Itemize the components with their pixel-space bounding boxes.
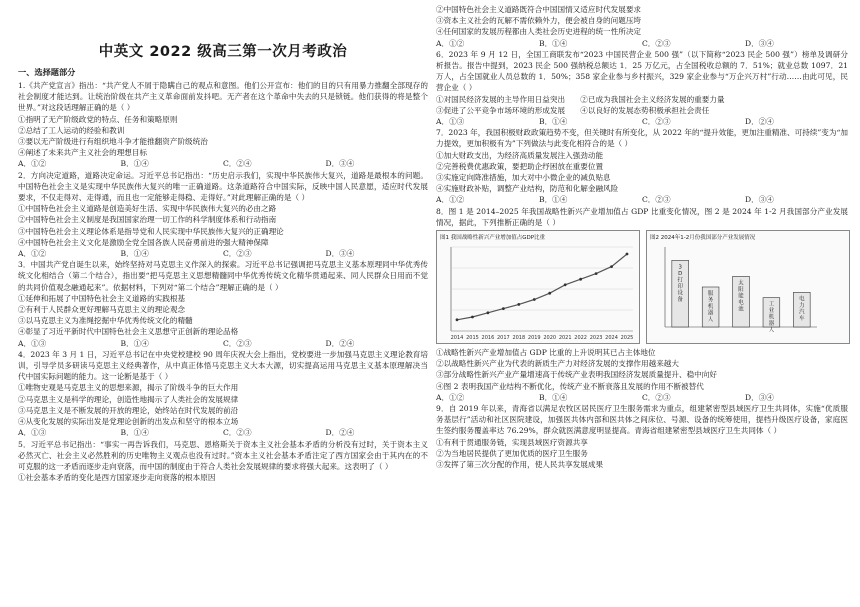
answer-choice: D．③④ bbox=[745, 392, 774, 402]
x-tick-label: 2015 bbox=[466, 335, 479, 342]
option-text: ④图 2 表明我国产业结构不断优化，传统产业不断衰落且发展的作用不断被替代 bbox=[436, 381, 704, 391]
answer-choice: A．①② bbox=[18, 159, 47, 169]
answer-choice: B．①④ bbox=[539, 392, 568, 402]
option-text: ③以马克思主义为准绳挖掘中华优秀传统文化的精髓 bbox=[18, 316, 193, 326]
x-tick-label: 2025 bbox=[620, 335, 634, 342]
option-text: ③部分战略性新兴产业产量增速高于传统产业表明我国经济发展质量提升、稳中向好 bbox=[436, 370, 717, 380]
figure-1 bbox=[436, 230, 640, 344]
bar-label: 车 bbox=[799, 315, 805, 322]
bar-label: 汽 bbox=[799, 309, 805, 316]
option-text: ①有利于贯通服务链，实现县域医疗资源共享 bbox=[436, 437, 588, 447]
answer-choice: A．①③ bbox=[436, 117, 465, 127]
section-heading: 一、选择题部分 bbox=[18, 67, 76, 77]
bar-label: 电 bbox=[799, 296, 805, 303]
answer-choice: A．①② bbox=[18, 249, 47, 259]
option-text: ④从变化发展的实际出发是党理论创新的出发点和坚守的根本立场 bbox=[18, 417, 239, 427]
bar-label: 3 bbox=[678, 264, 682, 271]
answer-choice: B．①④ bbox=[120, 338, 149, 348]
question-text: 3．中国共产党自诞生以来，始终坚持对马克思主义作深入的探索。习近平总书记强调把马克思主义基本原理同中华优秀传统文化相结合（第二个结合），指出要“把马克思主义思想精髓同中华优秀传统文化精华贯通起来、同人民群众日用而不觉的共同价值观念融通起来”。依据材料，下列对“第二个结合”理解正确的是（ ） bbox=[18, 260, 428, 292]
x-tick-label: 2024 bbox=[605, 335, 618, 342]
option-text: ③发挥了第三次分配的作用，使人民共享发展成果 bbox=[436, 460, 604, 470]
option-text: ④彰显了习近平新时代中国特色社会主义思想守正创新的理论品格 bbox=[18, 327, 239, 337]
x-tick-label: 2019 bbox=[527, 335, 541, 342]
option-text: ②马克思主义是科学的理论，创造性地揭示了人类社会的发展规律 bbox=[18, 394, 239, 404]
answer-choices bbox=[436, 194, 848, 205]
question-text: 6．2023 年 9 月 12 日，全国工商联发布“2023 中国民营企业 500 强”（以下简称“2023 民企 500 强”）榜单及调研分析报告。报告中提到，2023 民企 500 强纳税总额达 1．25 万亿元，占全国税收总额的 7．51%；就业总数 1097．21 万人，占全国就业人员总数的 1．50%；358 家企业参与乡村振兴，329 家企业参与“万企兴万村”行动……由此可见，民营企业（ ） bbox=[436, 49, 848, 93]
answer-choice: C．②③ bbox=[223, 338, 252, 348]
answer-choice: C．②④ bbox=[223, 159, 252, 169]
answer-choice: C．②③ bbox=[223, 428, 252, 438]
answer-choice: A．①② bbox=[436, 38, 465, 48]
answer-choice: B．①④ bbox=[539, 195, 568, 205]
answer-choice: B．①④ bbox=[120, 159, 149, 169]
answer-choice: A．①② bbox=[436, 392, 465, 402]
option-text: ③实施定向降准措施，加大对中小微企业的减负贴息 bbox=[436, 173, 611, 183]
option-text: ②中国特色社会主义制度是我国国家治理一切工作的科学制度体系和行动指南 bbox=[18, 215, 277, 225]
data-point bbox=[595, 272, 598, 275]
bar-label: 人 bbox=[707, 317, 714, 324]
option-text: ④实施财政补贴，调整产业结构，防范和化解金融风险 bbox=[436, 184, 619, 194]
answer-choice: C．②③ bbox=[642, 195, 671, 205]
bar-label: 器 bbox=[707, 310, 714, 317]
bar-label: 打 bbox=[677, 277, 683, 284]
data-point bbox=[548, 292, 551, 295]
bar-label: 池 bbox=[738, 306, 744, 313]
answer-choice: D．③④ bbox=[325, 249, 355, 259]
question-text: 7．2023 年，我国积极财政政策趋势不变，但关键时有所变化，从 2022 年的“提升效能，更加注重精准、可持续”变为“加力提效，更加积极有为”下列做法与此变化相符合的是（ ） bbox=[436, 128, 848, 149]
data-point bbox=[471, 316, 474, 319]
data-point bbox=[517, 303, 520, 306]
data-point bbox=[533, 298, 536, 301]
answer-choices bbox=[18, 427, 428, 438]
option-text: ①指明了无产阶级政党的特点、任务和策略原则 bbox=[18, 114, 178, 124]
right-column bbox=[436, 4, 848, 470]
x-tick-label: 2020 bbox=[543, 335, 557, 342]
figure-1-chart bbox=[437, 231, 639, 343]
answer-choice: B．①④ bbox=[539, 117, 568, 127]
bar-label: 备 bbox=[677, 296, 683, 303]
x-tick-label: 2022 bbox=[574, 335, 588, 342]
answer-choice: C．②③ bbox=[642, 38, 671, 48]
x-tick-label: 2016 bbox=[481, 335, 495, 342]
figure-2 bbox=[646, 230, 850, 344]
option-text: ④阐述了未来共产主义社会的理想目标 bbox=[18, 148, 148, 158]
question-text: 4．2023 年 3 月 1 日，习近平总书记在中央党校建校 90 周年庆祝大会上指出，党校要进一步加强马克思主义理论教育培训，引导学员多研读马克思主义经典著作，从中真正体悟马克思主义大本大源，切实提高运用马克思主义基本原理解决当代中国实际问题的能力。这一论断是基于（ ） bbox=[18, 349, 428, 382]
option-text: ③促进了公平竞争市场环境的形成发展 ④以良好的发展态势积极承担社会责任 bbox=[436, 105, 710, 115]
option-text: ①加大财政支出，为经济高质量发展注入强劲动能 bbox=[436, 150, 604, 160]
bar-label: 务 bbox=[707, 297, 714, 304]
bar-label: 设 bbox=[677, 290, 683, 297]
data-point bbox=[502, 307, 505, 310]
data-point bbox=[487, 311, 490, 314]
bar-label: 机 bbox=[768, 314, 775, 321]
left-content bbox=[18, 80, 428, 483]
bar-label: 器 bbox=[768, 321, 775, 328]
right-bottom-content bbox=[436, 347, 848, 470]
answer-choice: C．②③ bbox=[223, 249, 252, 259]
figure-2-chart bbox=[647, 231, 849, 343]
data-point bbox=[456, 318, 459, 321]
bar-label: 电 bbox=[738, 299, 744, 306]
answer-choice: D．③④ bbox=[745, 195, 774, 205]
data-point bbox=[610, 265, 613, 268]
option-text: ②以战略性新兴产业为代表的新质生产力对经济发展的支撑作用越来越大 bbox=[436, 359, 679, 369]
answer-choice: D．②④ bbox=[745, 117, 774, 127]
answer-choice: D．③④ bbox=[745, 38, 774, 48]
figure-2-caption: 图2 2024年1-2月份我国部分产业发展情况 bbox=[650, 235, 756, 242]
answer-choice: A．①③ bbox=[18, 428, 47, 438]
option-text: ③中国特色社会主义理论体系是指导党和人民实现中华民族伟大复兴的正确理论 bbox=[18, 226, 284, 236]
bar-label: 工 bbox=[768, 301, 775, 308]
x-tick-label: 2023 bbox=[589, 335, 603, 342]
answer-choice: C．②③ bbox=[642, 392, 671, 402]
answer-choice: B．①④ bbox=[539, 38, 568, 48]
question-text: 9．自 2019 年以来，青海省以满足农牧区居民医疗卫生服务需求为重点，组建紧密型县域医疗卫生共同体，实施“优质服务基层行”活动和社区医院建设，加强医共体内部和医共体之间床位、号源、设备的统筹使用，提档升级医疗设备，家庭医生签约服务覆盖率达 76.29%，群众就医满意度明显提高。青海省组建紧密型县域医疗卫生共同体（ ） bbox=[436, 404, 848, 436]
option-text: ②为当地居民提供了更加优质的医疗卫生服务 bbox=[436, 448, 588, 458]
answer-choices bbox=[18, 338, 428, 349]
bar-label: 阳 bbox=[738, 286, 744, 293]
right-top-content bbox=[436, 4, 848, 228]
answer-choice: D．②④ bbox=[325, 428, 355, 438]
option-text: ③马克思主义是不断发展的开放的理论，始终站在时代发展的前沿 bbox=[18, 405, 239, 415]
left-column bbox=[18, 4, 428, 483]
option-text: ①社会基本矛盾的变化是西方国家逐步走向衰落的根本原因 bbox=[18, 473, 216, 483]
answer-choice: D．③④ bbox=[325, 159, 355, 169]
answer-choices bbox=[18, 248, 428, 259]
option-text: ①中国特色社会主义道路是创造美好生活、实现中华民族伟大复兴的必由之路 bbox=[18, 204, 277, 214]
option-text: ①对国民经济发展的主导作用日益突出 ②已成为我国社会主义经济发展的重要力量 bbox=[436, 94, 725, 104]
option-text: ①战略性新兴产业增加值占 GDP 比重的上升说明其已占主体地位 bbox=[436, 348, 656, 358]
answer-choice: C．②③ bbox=[642, 117, 671, 127]
option-text: ①唯物史观是马克思主义的思想来源，揭示了阶级斗争的巨大作用 bbox=[18, 383, 239, 393]
option-text: ③资本主义社会的瓦解不需依赖外力，便会被自身的问题压垮 bbox=[436, 16, 642, 26]
bar-label: 机 bbox=[707, 304, 714, 311]
data-point bbox=[626, 253, 629, 256]
x-tick-label: 2018 bbox=[512, 335, 526, 342]
page-title: 中英文 2022 级高三第一次月考政治 bbox=[98, 44, 348, 60]
figure-1-caption: 图1 我国战略性新兴产业增加值占GDP比重 bbox=[440, 235, 546, 242]
answer-choice: B．①④ bbox=[120, 428, 149, 438]
option-text: ④中国特色社会主义文化是激励全党全国各族人民奋勇前进的强大精神保障 bbox=[18, 237, 269, 247]
bar-label: 太 bbox=[738, 280, 744, 287]
x-tick-label: 2014 bbox=[450, 335, 464, 342]
option-text: ②中国特色社会主义道路既符合中国国情又适应时代发展要求 bbox=[436, 5, 642, 14]
answer-choice: D．②④ bbox=[325, 338, 355, 348]
answer-choices bbox=[18, 158, 428, 169]
x-tick-label: 2021 bbox=[558, 335, 572, 342]
option-text: ①延伸和拓展了中国特色社会主义道路的实践根基 bbox=[18, 293, 186, 303]
option-text: ④任何国家的发展历程都由人类社会历史进程的统一性所决定 bbox=[436, 27, 642, 37]
answer-choice: A．①③ bbox=[18, 338, 47, 348]
bar-label: 业 bbox=[768, 308, 775, 315]
option-text: ②有利于人民群众更好理解马克思主义的理论观念 bbox=[18, 305, 186, 315]
answer-choice: A．①② bbox=[436, 195, 465, 205]
bar-label: 印 bbox=[677, 283, 683, 290]
answer-choices bbox=[436, 392, 848, 403]
bar-label: 服 bbox=[707, 291, 714, 298]
bar-label: D bbox=[678, 270, 683, 277]
question-text: 1.《共产党宣言》指出：“共产党人不屑于隐瞒自己的观点和意图。他们公开宣布：他们的目的只有用暴力推翻全部现存的社会制度才能达到。让统治阶级在共产主义革命面前发抖吧。无产者在这个革命中失去的只是锁链。他们获得的将是整个世界。”对这段话理解正确的是（ ） bbox=[18, 81, 428, 113]
x-tick-label: 2017 bbox=[496, 335, 510, 342]
option-text: ②总结了工人运动的经验和教训 bbox=[18, 125, 125, 135]
bar-label: 能 bbox=[738, 293, 744, 300]
answer-choices bbox=[436, 116, 848, 127]
bar-label: 人 bbox=[768, 327, 775, 334]
question-text: 5．习近平总书记指出：“事实一再告诉我们，马克思、恩格斯关于资本主义社会基本矛盾的分析没有过时，关于资本主义必然灭亡、社会主义必然胜利的历史唯物主义观点也没有过时。”资本主义社会基本矛盾注定了西方国家会由于其内在的不可克服的这一矛盾而逐步走向衰落，而中国的制度由于符合人类社会发展规律的要求将强大起来。这表明了（ ） bbox=[18, 439, 428, 471]
option-text: ③要以无产阶级进行有组织地斗争才能推翻资产阶级统治 bbox=[18, 137, 208, 147]
figures bbox=[436, 230, 848, 344]
data-point bbox=[579, 278, 582, 281]
answer-choices bbox=[436, 38, 848, 49]
question-text: 8．图 1 是 2014–2025 年我国战略性新兴产业增加值占 GDP 比重变化情况，图 2 是 2024 年 1-2 月我国部分产业发展情况，据此，下列推断正确的是（ ） bbox=[436, 206, 848, 227]
answer-choice: B．①④ bbox=[120, 249, 149, 259]
bar-label: 力 bbox=[799, 302, 805, 309]
data-point bbox=[564, 283, 567, 286]
question-text: 2．方向决定道路，道路决定命运。习近平总书记指出：“历史启示我们，实现中华民族伟大复兴，道路是最根本的问题。中国特色社会主义是实现中华民族伟大复兴的唯一正确道路。这条道路符合中国实际，反映中国人民意愿，适应时代发展要求，不仅走得对、走得通，而且也一定能够走得稳、走得好。”对此理解正确的是（ ） bbox=[18, 170, 428, 203]
option-text: ②完善税费优惠政策，要把助企纾困放在重要位置 bbox=[436, 161, 604, 171]
